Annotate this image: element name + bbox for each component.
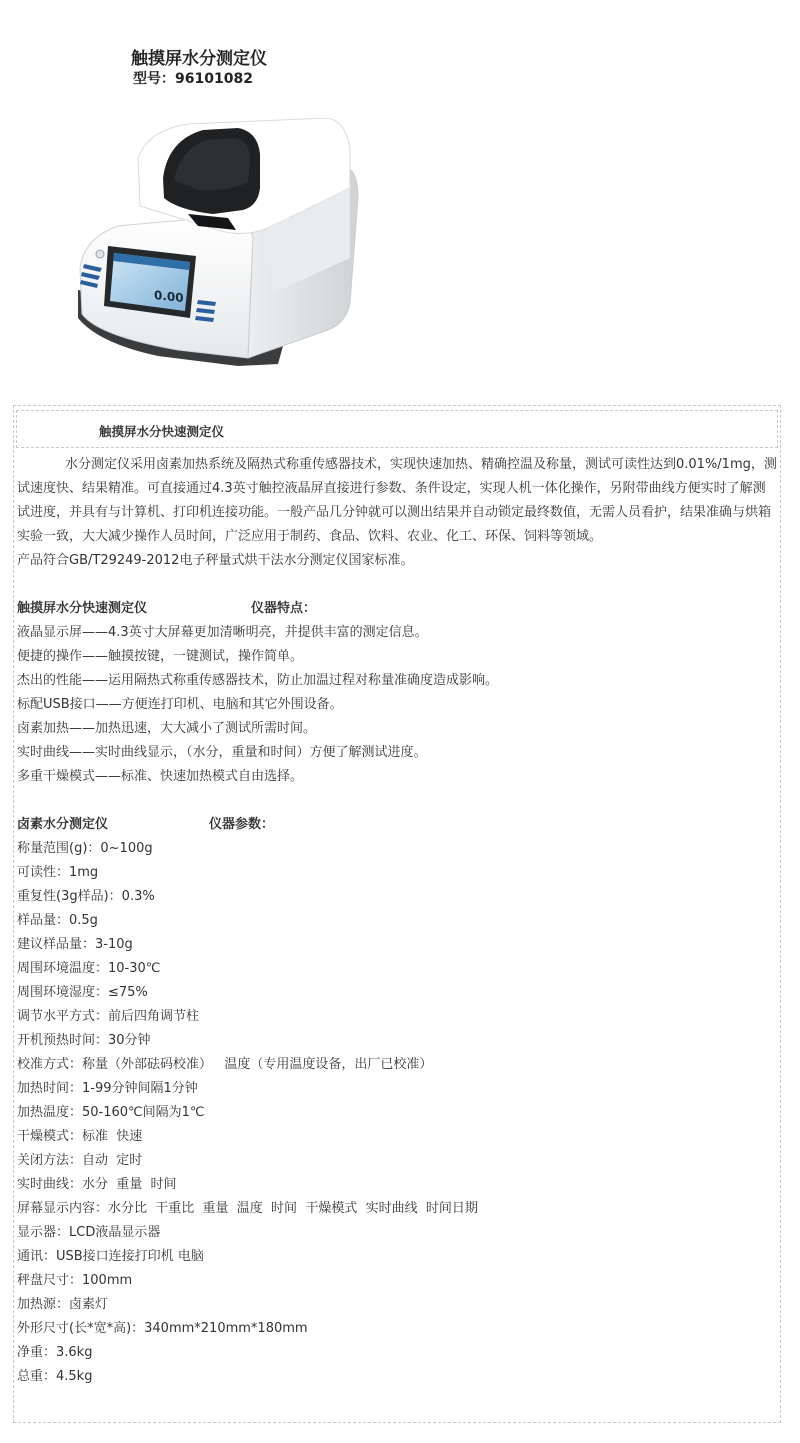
- param-item: 秤盘尺寸：100mm: [17, 1273, 133, 1288]
- param-item: 周围环境温度：10-30℃: [17, 961, 161, 976]
- param-item: 加热温度：50-160℃间隔为1℃: [17, 1105, 205, 1120]
- param-item: 加热时间：1-99分钟间隔1分钟: [17, 1081, 198, 1096]
- screen-reading: 0.00: [154, 288, 184, 306]
- param-item: 重复性(3g样品)：0.3%: [17, 889, 155, 904]
- article-title: 触摸屏水分快速测定仪: [99, 424, 225, 439]
- feature-item: 实时曲线——实时曲线显示，（水分，重量和时间）方便了解测试进度。: [17, 745, 427, 760]
- product-title: 触摸屏水分测定仪: [131, 49, 267, 69]
- features-heading-right: 仪器特点：: [251, 601, 317, 616]
- params-heading-left: 卤素水分测定仪: [17, 817, 109, 832]
- param-item: 可读性：1mg: [17, 865, 99, 880]
- feature-item: 卤素加热——加热迅速，大大减小了测试所需时间。: [17, 721, 317, 736]
- standard-note: 产品符合GB/T29249-2012电子秤量式烘干法水分测定仪国家标准。: [17, 553, 414, 568]
- params-heading-right: 仪器参数：: [209, 817, 275, 832]
- param-item: 开机预热时间：30分钟: [17, 1033, 151, 1048]
- param-item: 关闭方法：自动 定时: [17, 1153, 143, 1168]
- features-heading-left: 触摸屏水分快速测定仪: [17, 601, 148, 616]
- param-item: 建议样品量：3-10g: [17, 937, 133, 952]
- param-item: 屏幕显示内容：水分比 干重比 重量 温度 时间 干燥模式 实时曲线 时间日期: [17, 1201, 478, 1216]
- feature-item: 便捷的操作——触摸按键，一键测试，操作简单。: [17, 649, 304, 664]
- param-item: 加热源：卤素灯: [17, 1297, 109, 1312]
- param-item: 总重：4.5kg: [17, 1369, 93, 1384]
- product-photo: [78, 118, 368, 370]
- params-heading: [17, 813, 777, 837]
- param-item: 净重：3.6kg: [17, 1345, 93, 1360]
- param-item: 校准方式：称量（外部砝码校准） 温度（专用温度设备，出厂已校准）: [17, 1057, 433, 1072]
- feature-item: 液晶显示屏——4.3英寸大屏幕更加清晰明亮，并提供丰富的测定信息。: [17, 625, 428, 640]
- param-item: 外形尺寸(长*宽*高)：340mm*210mm*180mm: [17, 1321, 308, 1336]
- feature-item: 多重干燥模式——标准、快速加热模式自由选择。: [17, 769, 304, 784]
- param-item: 周围环境湿度：≤75%: [17, 985, 148, 1000]
- intro-paragraph: 水分测定仪采用卤素加热系统及隔热式称重传感器技术，实现快速加热、精确控温及称量，测试可读性达到0.01%/1mg，测试速度快、结果精准。可直接通过4.3英寸触控液晶屏直接进行参数、条件设定，实现人机一体化操作，另附带曲线方便实时了解测试进度，并具有与计算机、打印机连接功能。一般产品几分钟就可以测出结果并自动锁定最终数值，无需人员看护，结果准确与烘箱实验一致，大大减少操作人员时间，广泛应用于制药、食品、饮料、农业、化工、环保、饲料等领域。: [17, 457, 777, 544]
- param-item: 调节水平方式：前后四角调节柱: [17, 1009, 200, 1024]
- param-item: 称量范围(g)：0~100g: [17, 841, 153, 856]
- param-item: 显示器：LCD液晶显示器: [17, 1225, 161, 1240]
- article-content: [17, 453, 777, 1389]
- features-heading: [17, 597, 777, 621]
- article-title-box: [16, 410, 778, 448]
- param-item: 实时曲线：水分 重量 时间: [17, 1177, 177, 1192]
- feature-item: 标配USB接口——方便连打印机、电脑和其它外围设备。: [17, 697, 343, 712]
- param-item: 样品量：0.5g: [17, 913, 98, 928]
- param-item: 干燥模式：标准 快速: [17, 1129, 143, 1144]
- param-item: 通讯：USB接口连接打印机 电脑: [17, 1249, 204, 1264]
- product-model: 型号：96101082: [133, 71, 253, 87]
- feature-item: 杰出的性能——运用隔热式称重传感器技术，防止加温过程对称量准确度造成影响。: [17, 673, 499, 688]
